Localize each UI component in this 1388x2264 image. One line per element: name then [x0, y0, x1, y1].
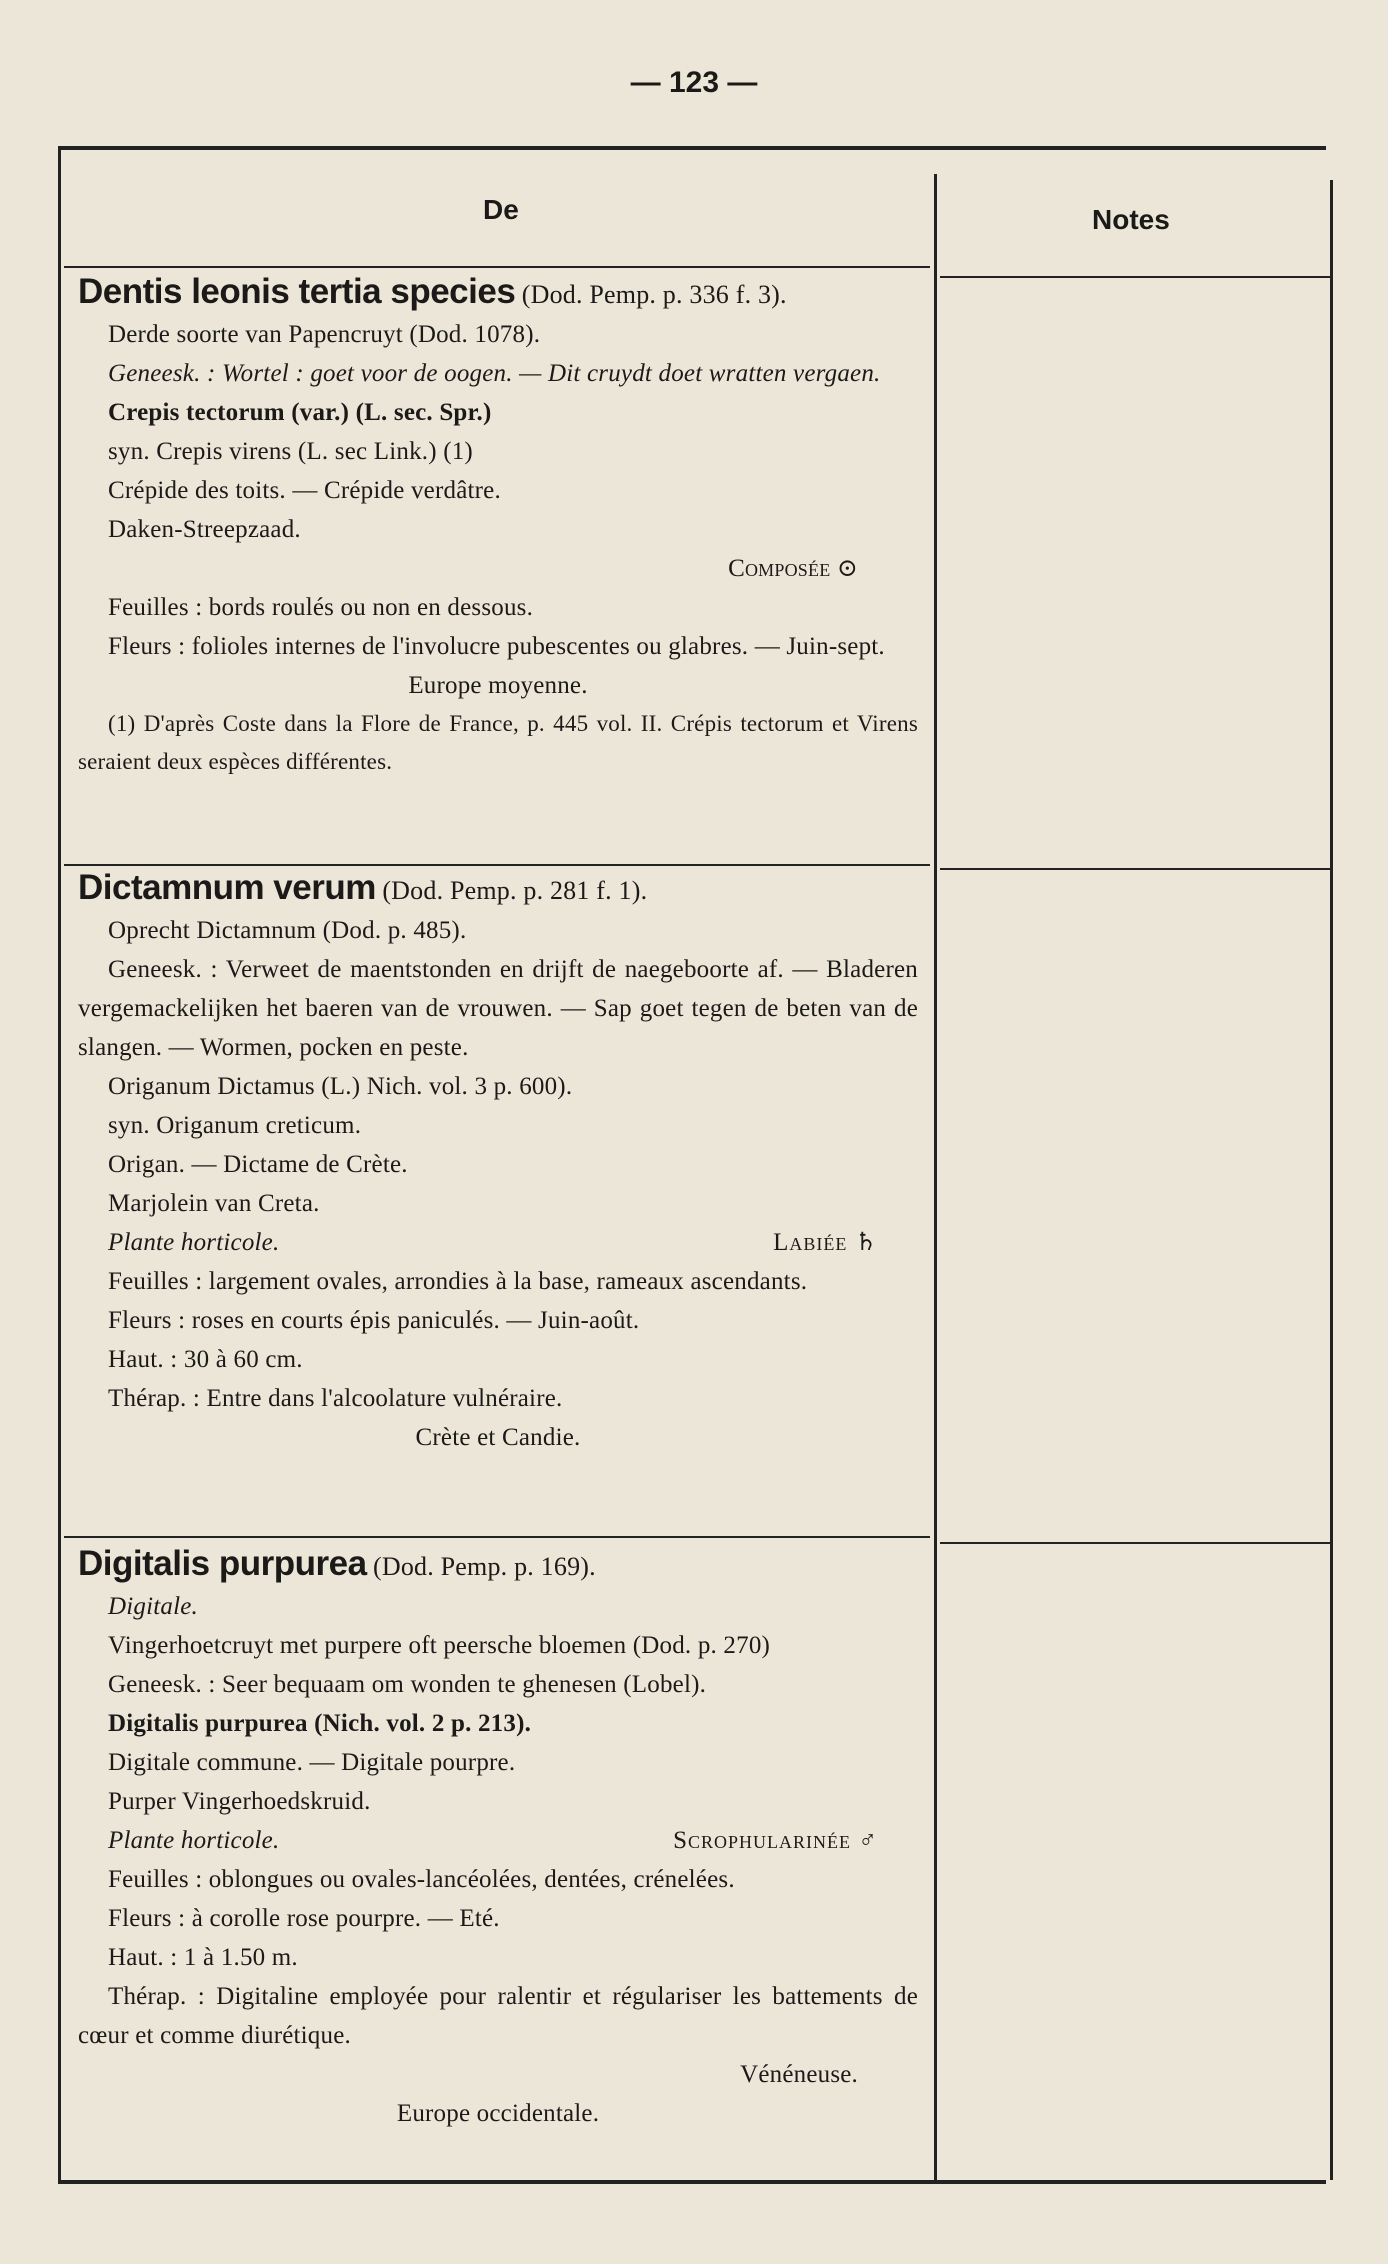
entry-family: Composée ⊙ — [728, 555, 858, 582]
entry-line: Origanum Dictamus (L.) Nich. vol. 3 p. 600). — [108, 1073, 573, 1100]
entry-line: Thérap. : Digitaline employée pour ralentir et régulariser les battements de cœur et comme diurétique. — [78, 1983, 918, 2049]
entry-line: Fleurs : à corolle rose pourpre. — Eté. — [108, 1905, 500, 1932]
page-number: — 123 — — [630, 66, 758, 99]
entry-line: Daken-Streepzaad. — [108, 516, 301, 543]
column-divider — [934, 174, 937, 2180]
left-border — [58, 150, 61, 2180]
entry-habit: Plante horticole. — [108, 1827, 280, 1854]
entry-line: Geneesk. : Wortel : goet voor de oogen. — Dit cruydt doet wratten vergaen. — [108, 360, 881, 387]
entry-line-pair — [78, 1223, 918, 1262]
entry-line-pair — [78, 1821, 918, 1860]
entry-family: Labiée ♄ — [773, 1229, 878, 1256]
entry-line: Digitale. — [108, 1593, 198, 1620]
entry-line: Crepis tectorum (var.) (L. sec. Spr.) — [108, 399, 492, 426]
entry-line: syn. Crepis virens (L. sec Link.) (1) — [108, 438, 473, 465]
entry-family: Scrophularinée ♂ — [673, 1827, 878, 1854]
entry-line: Digitalis purpurea (Nich. vol. 2 p. 213). — [108, 1710, 532, 1737]
entry-line: Fleurs : folioles internes de l'involucre pubescentes ou glabres. — Juin-sept. — [108, 633, 885, 660]
column-header-notes: Notes — [1092, 204, 1170, 235]
entry-title-ref: (Dod. Pemp. p. 281 f. 1). — [382, 876, 648, 905]
entry-dentis-leonis — [78, 272, 918, 781]
entry-line: Vingerhoetcruyt met purpere oft peersche bloemen (Dod. p. 270) — [108, 1632, 771, 1659]
entry-line: Feuilles : bords roulés ou non en dessous. — [108, 594, 534, 621]
entry-region: Europe occidentale. — [396, 2100, 600, 2127]
entry-dictamnum-verum — [78, 868, 918, 1457]
entry-line: Geneesk. : Seer bequaam om wonden te ghenesen (Lobel). — [108, 1671, 707, 1698]
entry-title: Dictamnum verum — [78, 868, 376, 907]
header-rule-right — [940, 276, 1330, 278]
entry-habit: Plante horticole. — [108, 1229, 280, 1256]
column-header-de: De — [483, 194, 519, 225]
entry-divider-1 — [64, 864, 930, 866]
entry-line: Feuilles : oblongues ou ovales-lancéolées, dentées, crénelées. — [108, 1866, 735, 1893]
entry-line: Crépide des toits. — Crépide verdâtre. — [108, 477, 501, 504]
entry-digitalis-purpurea — [78, 1544, 918, 2133]
entry-line: Feuilles : largement ovales, arrondies à la base, rameaux ascendants. — [108, 1268, 808, 1295]
entry-line: Haut. : 30 à 60 cm. — [108, 1346, 303, 1373]
entry-divider-2 — [64, 1536, 930, 1538]
entry-line: Thérap. : Entre dans l'alcoolature vulnéraire. — [108, 1385, 563, 1412]
entry-title: Digitalis purpurea — [78, 1544, 367, 1583]
entry-line: Origan. — Dictame de Crète. — [108, 1151, 408, 1178]
header-rule-left — [64, 266, 930, 268]
entry-divider-2-right — [940, 1542, 1330, 1544]
entry-warning: Vénéneuse. — [740, 2061, 858, 2088]
entry-line: Fleurs : roses en courts épis paniculés. — Juin-août. — [108, 1307, 640, 1334]
entry-line: Marjolein van Creta. — [108, 1190, 320, 1217]
entry-line: syn. Origanum creticum. — [108, 1112, 362, 1139]
entry-title-ref: (Dod. Pemp. p. 336 f. 3). — [521, 280, 787, 309]
entry-line: Derde soorte van Papencruyt (Dod. 1078). — [108, 321, 541, 348]
entry-divider-1-right — [940, 868, 1330, 870]
entry-line: Oprecht Dictamnum (Dod. p. 485). — [108, 917, 467, 944]
entry-line: Digitale commune. — Digitale pourpre. — [108, 1749, 516, 1776]
entry-line: Geneesk. : Verweet de maentstonden en drijft de naegeboorte af. — Bladeren vergemackelijken het baeren van de vrouwen. — Sap goet tegen de beten van de slangen. — Wormen, pocken en peste. — [78, 956, 918, 1061]
entry-line: Haut. : 1 à 1.50 m. — [108, 1944, 298, 1971]
entry-region: Europe moyenne. — [408, 672, 588, 699]
entry-footnote: (1) D'après Coste dans la Flore de France, p. 445 vol. II. Crépis tectorum et Virens seraient deux espèces différentes. — [78, 711, 918, 774]
entry-line: Purper Vingerhoedskruid. — [108, 1788, 371, 1815]
right-border — [1330, 180, 1333, 2180]
entry-title: Dentis leonis tertia species — [78, 272, 516, 311]
entry-region: Crète et Candie. — [415, 1424, 581, 1451]
entry-title-ref: (Dod. Pemp. p. 169). — [373, 1552, 596, 1581]
